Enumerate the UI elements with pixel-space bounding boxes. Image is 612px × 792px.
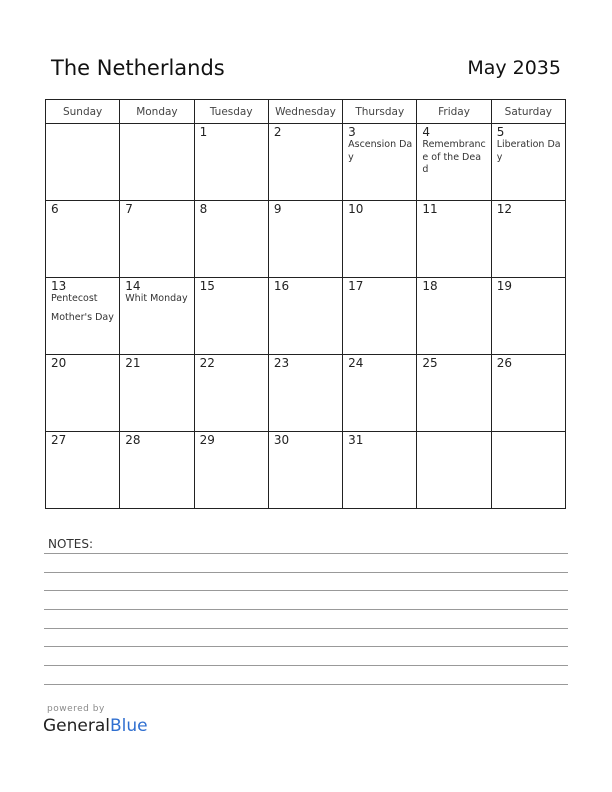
day-cell-content — [492, 355, 565, 429]
day-number: 9 — [273, 202, 282, 216]
day-number: 17 — [348, 279, 364, 293]
calendar-day-cell — [491, 278, 565, 355]
day-number: 21 — [125, 356, 141, 370]
month-year: May 2035 — [467, 57, 561, 79]
calendar-day-cell — [46, 355, 120, 432]
day-cell-content — [417, 201, 490, 275]
day-cell-content — [417, 432, 490, 506]
calendar-day-cell — [491, 201, 565, 278]
day-cell-content — [492, 278, 565, 352]
calendar-week-row — [46, 432, 566, 509]
calendar-day-cell — [268, 432, 342, 509]
day-cell-content — [269, 355, 342, 429]
weekday-header: Tuesday — [194, 100, 268, 124]
calendar-day-cell — [491, 124, 565, 201]
day-number: 30 — [273, 433, 290, 447]
calendar-day-cell — [194, 432, 268, 509]
day-cell-content — [343, 355, 416, 429]
day-cell-content — [120, 124, 193, 198]
weekday-header: Saturday — [491, 100, 565, 124]
calendar-day-cell — [343, 432, 417, 509]
day-number: 7 — [125, 202, 133, 216]
day-number: 24 — [348, 356, 364, 370]
day-cell-content — [120, 355, 193, 429]
calendar-day-cell — [194, 355, 268, 432]
notes-label: NOTES: — [48, 537, 93, 551]
calendar-day-cell — [268, 278, 342, 355]
day-number: 5 — [496, 125, 505, 139]
calendar-day-cell — [491, 432, 565, 509]
calendar-week-row — [46, 124, 566, 201]
calendar-day-cell — [343, 201, 417, 278]
calendar-day-cell — [120, 278, 194, 355]
day-cell-content — [195, 201, 268, 275]
day-number: 18 — [422, 279, 438, 293]
calendar-day-cell — [268, 124, 342, 201]
notes-line — [44, 553, 568, 554]
day-number: 4 — [422, 125, 431, 139]
day-number: 31 — [348, 433, 364, 447]
day-number: 11 — [422, 202, 438, 216]
notes-line — [44, 628, 568, 629]
day-cell-content — [46, 124, 119, 198]
day-number: 6 — [51, 202, 59, 216]
day-cell-content — [269, 432, 342, 506]
calendar-day-cell — [343, 124, 417, 201]
day-cell-content — [492, 124, 565, 198]
day-number: 27 — [51, 433, 67, 447]
day-number: 15 — [199, 279, 215, 293]
day-number: 14 — [125, 279, 141, 293]
calendar-day-cell — [194, 201, 268, 278]
calendar-day-cell — [417, 124, 491, 201]
day-number: 3 — [348, 125, 356, 139]
day-cell-content — [120, 432, 193, 506]
holiday-event: Whit Monday — [125, 293, 188, 304]
day-number: 16 — [273, 279, 290, 293]
day-cell-content — [195, 278, 268, 352]
day-number: 22 — [199, 356, 215, 370]
day-cell-content — [343, 432, 416, 506]
calendar-day-cell — [46, 124, 120, 201]
brand-blue: Blue — [110, 716, 148, 736]
calendar-day-cell — [268, 355, 342, 432]
calendar-day-cell — [491, 355, 565, 432]
weekday-header-row — [46, 100, 566, 124]
holiday-event: Mother's Day — [51, 311, 114, 323]
day-cell-content — [343, 201, 416, 275]
calendar-day-cell — [194, 278, 268, 355]
day-number: 1 — [199, 125, 208, 139]
holiday-event: Pentecost — [51, 293, 98, 304]
notes-line — [44, 572, 568, 573]
holiday-event: Ascension Day — [348, 139, 413, 163]
day-number: 13 — [51, 279, 67, 293]
weekday-header: Friday — [417, 100, 491, 124]
day-cell-content — [417, 355, 490, 429]
calendar-day-cell — [46, 201, 120, 278]
notes-line — [44, 646, 568, 647]
day-number: 28 — [125, 433, 141, 447]
day-cell-content — [120, 278, 193, 352]
calendar-day-cell — [46, 278, 120, 355]
day-number: 29 — [199, 433, 215, 447]
calendar-week-row — [46, 278, 566, 355]
holiday-event: Liberation Day — [496, 139, 561, 163]
day-cell-content — [269, 278, 342, 352]
weekday-header: Sunday — [46, 100, 120, 124]
day-cell-content — [46, 278, 119, 352]
calendar-day-cell — [46, 432, 120, 509]
day-number: 2 — [273, 125, 282, 139]
calendar-day-cell — [120, 432, 194, 509]
page-title: The Netherlands — [51, 56, 225, 80]
day-number: 12 — [496, 202, 512, 216]
day-cell-content — [492, 432, 565, 506]
day-cell-content — [343, 124, 416, 198]
calendar-day-cell — [120, 355, 194, 432]
day-cell-content — [195, 432, 268, 506]
day-cell-content — [269, 124, 342, 198]
day-number: 20 — [51, 356, 67, 370]
day-cell-content — [492, 201, 565, 275]
notes-line — [44, 684, 568, 685]
day-number: 25 — [422, 356, 438, 370]
calendar-day-cell — [120, 201, 194, 278]
calendar-day-cell — [194, 124, 268, 201]
day-number: 26 — [496, 356, 512, 370]
calendar-week-row — [46, 355, 566, 432]
calendar-day-cell — [417, 432, 491, 509]
calendar-day-cell — [417, 278, 491, 355]
day-cell-content — [269, 201, 342, 275]
notes-line — [44, 609, 568, 610]
calendar-day-cell — [417, 355, 491, 432]
day-cell-content — [46, 201, 119, 275]
day-number: 19 — [496, 279, 512, 293]
day-cell-content — [46, 432, 119, 506]
day-cell-content — [417, 278, 490, 352]
notes-line — [44, 665, 568, 666]
weekday-header: Thursday — [343, 100, 417, 124]
weekday-header: Wednesday — [268, 100, 342, 124]
brand-logo — [43, 716, 148, 736]
calendar-day-cell — [343, 278, 417, 355]
day-number: 10 — [348, 202, 364, 216]
calendar-day-cell — [120, 124, 194, 201]
day-cell-content — [417, 124, 490, 198]
day-cell-content — [120, 201, 193, 275]
calendar-week-row — [46, 201, 566, 278]
calendar-day-cell — [268, 201, 342, 278]
day-cell-content — [195, 355, 268, 429]
powered-by-text: powered by — [47, 704, 105, 714]
brand-general: General — [43, 716, 110, 736]
day-number: 8 — [199, 202, 208, 216]
day-cell-content — [195, 124, 268, 198]
day-number: 23 — [273, 356, 290, 370]
day-cell-content — [46, 355, 119, 429]
day-cell-content — [343, 278, 416, 352]
calendar-grid — [45, 99, 566, 509]
calendar-day-cell — [417, 201, 491, 278]
weekday-header: Monday — [120, 100, 194, 124]
calendar-day-cell — [343, 355, 417, 432]
holiday-event: Remembrance of the Dead — [422, 139, 486, 175]
notes-line — [44, 590, 568, 591]
